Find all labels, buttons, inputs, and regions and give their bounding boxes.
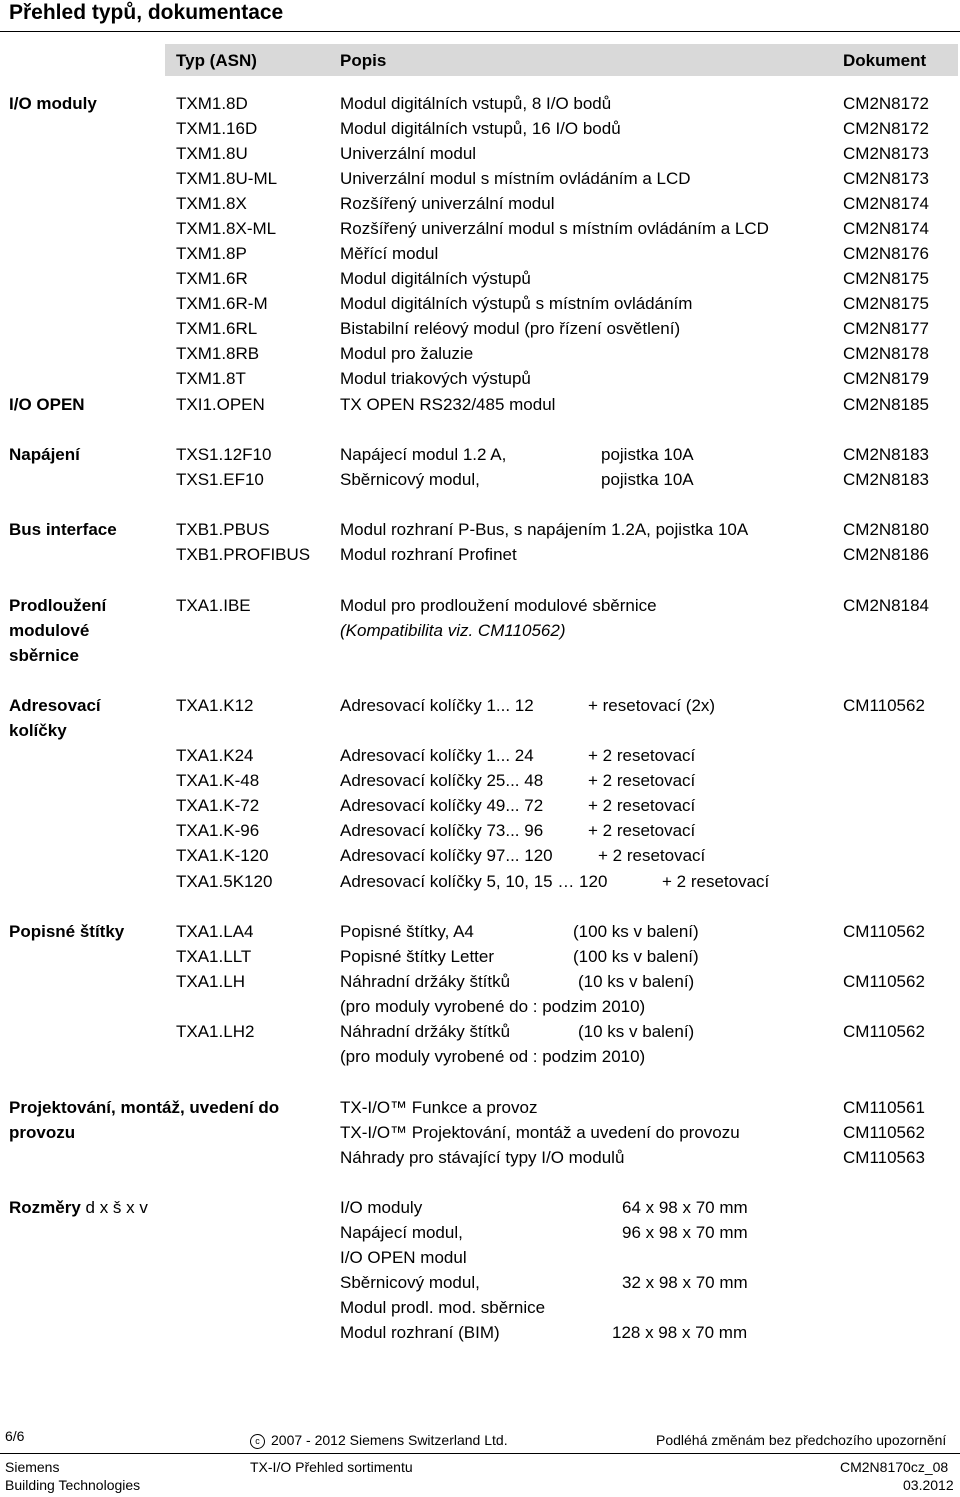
footer-division: Building Technologies [5, 1477, 141, 1493]
footer-doc-title: TX-I/O Přehled sortimentu [250, 1459, 413, 1475]
table-cell: Modul pro žaluzie [340, 344, 474, 363]
footer-doc-number: CM2N8170cz_08 [840, 1459, 949, 1475]
table-cell: Měřící modul [340, 244, 439, 263]
table-cell: Modul digitálních výstupů s místním ovládáním [340, 294, 693, 313]
table-cell: CM2N8179 [843, 369, 929, 388]
table-cell: CM2N8178 [843, 344, 929, 363]
table-cell: Napájecí modul 1.2 A, [340, 445, 507, 464]
change-notice: Podléhá změnám bez předchozího upozornění [656, 1432, 947, 1448]
table-cell: + 2 resetovací [662, 872, 770, 891]
table-cell: pojistka 10A [601, 470, 694, 489]
table-cell: CM2N8180 [843, 520, 929, 539]
table-cell: TXM1.6RL [176, 319, 258, 338]
table-cell: CM2N8186 [843, 545, 929, 564]
table-cell: Modul triakových výstupů [340, 369, 531, 388]
table-cell: CM2N8176 [843, 244, 929, 263]
table-cell: + 2 resetovací [588, 771, 696, 790]
table-cell: TXS1.12F10 [176, 445, 272, 464]
table-cell: Adresovací kolíčky 97... 120 [340, 846, 553, 865]
table-cell: CM2N8183 [843, 445, 929, 464]
table-cell: + 2 resetovací [588, 796, 696, 815]
table-cell: (100 ks v balení) [573, 947, 699, 966]
table-cell: (Kompatibilita viz. CM110562) [340, 621, 566, 640]
table-cell: Modul pro prodloužení modulové sběrnice [340, 596, 657, 615]
table-cell: Adresovací kolíčky 25... 48 [340, 771, 544, 790]
table-cell: TXM1.6R [176, 269, 248, 288]
table-cell: Náhradní držáky štítků [340, 972, 511, 991]
table-cell: Univerzální modul [340, 144, 477, 163]
table-cell: CM110563 [843, 1148, 925, 1167]
table-cell: Modul rozhraní P-Bus, s napájením 1.2A, pojistka 10A [340, 520, 749, 539]
table-cell: Adresovací kolíčky 5, 10, 15 … 120 [340, 872, 608, 891]
table-cell: 32 x 98 x 70 mm [622, 1273, 748, 1292]
category-adresovaci-2: kolíčky [9, 721, 67, 740]
table-cell: CM2N8184 [843, 596, 929, 615]
page-number: 6/6 [5, 1428, 25, 1444]
table-cell: + resetovací (2x) [588, 696, 716, 715]
table-cell: TXM1.6R-M [176, 294, 268, 313]
table-cell: TXB1.PBUS [176, 520, 270, 539]
table-cell: CM2N8175 [843, 269, 929, 288]
category-napajeni: Napájení [9, 445, 80, 464]
table-cell: (100 ks v balení) [573, 922, 699, 941]
table-cell: 128 x 98 x 70 mm [612, 1323, 748, 1342]
table-cell: Modul digitálních výstupů [340, 269, 531, 288]
table-cell: TXM1.16D [176, 119, 258, 138]
table-cell: Rozšířený univerzální modul s místním ovládáním a LCD [340, 219, 769, 238]
table-cell: CM2N8174 [843, 219, 929, 238]
table-cell: Univerzální modul s místním ovládáním a LCD [340, 169, 691, 188]
footer-rule [0, 1453, 960, 1454]
table-cell: CM2N8177 [843, 319, 929, 338]
table-cell: TXB1.PROFIBUS [176, 545, 311, 564]
table-cell: TXA1.K24 [176, 746, 254, 765]
table-cell: CM2N8172 [843, 119, 929, 138]
table-cell: TXM1.8X-ML [176, 219, 277, 238]
table-cell: TXA1.K-72 [176, 796, 260, 815]
table-cell: Náhrady pro stávající typy I/O modulů [340, 1148, 625, 1167]
table-cell: TXA1.LH2 [176, 1022, 255, 1041]
table-cell: Modul rozhraní Profinet [340, 545, 517, 564]
table-cell: TXM1.8D [176, 94, 248, 113]
table-cell: TXS1.EF10 [176, 470, 264, 489]
category-projektovani-2: provozu [9, 1123, 76, 1142]
table-cell: TX-I/O™ Projektování, montáž a uvedení do provozu [340, 1123, 740, 1142]
table-cell: 64 x 98 x 70 mm [622, 1198, 748, 1217]
table-cell: TXA1.LA4 [176, 922, 254, 941]
table-cell: CM2N8185 [843, 395, 929, 414]
table-cell: Popisné štítky Letter [340, 947, 495, 966]
table-cell: TXM1.8T [176, 369, 246, 388]
table-cell: Napájecí modul, [340, 1223, 463, 1242]
table-cell: (pro moduly vyrobené od : podzim 2010) [340, 1047, 646, 1066]
table-cell: Modul prodl. mod. sběrnice [340, 1298, 546, 1317]
table-cell: I/O OPEN modul [340, 1248, 467, 1267]
table-cell: TXA1.K-120 [176, 846, 269, 865]
title-rule [0, 31, 960, 32]
table-cell: I/O moduly [340, 1198, 423, 1217]
table-cell: 96 x 98 x 70 mm [622, 1223, 748, 1242]
table-cell: Popisné štítky, A4 [340, 922, 474, 941]
category-prodlouzeni: Prodloužení [9, 596, 107, 615]
table-cell: Adresovací kolíčky 1... 24 [340, 746, 534, 765]
table-cell: TXA1.5K120 [176, 872, 273, 891]
table-cell: TXM1.8U [176, 144, 248, 163]
category-projektovani: Projektování, montáž, uvedení do [9, 1098, 280, 1117]
table-cell: Bistabilní reléový modul (pro řízení osvětlení) [340, 319, 681, 338]
table-cell: CM110561 [843, 1098, 925, 1117]
table-cell: Rozšířený univerzální modul [340, 194, 555, 213]
table-cell: Modul digitálních vstupů, 8 I/O bodů [340, 94, 612, 113]
table-cell: TXM1.8P [176, 244, 247, 263]
table-cell: Adresovací kolíčky 1... 12 [340, 696, 534, 715]
page-title: Přehled typů, dokumentace [9, 1, 284, 24]
table-cell: CM110562 [843, 922, 925, 941]
category-prodlouzeni-2: modulové [9, 621, 90, 640]
table-cell: TXM1.8RB [176, 344, 260, 363]
table-cell: (pro moduly vyrobené do : podzim 2010) [340, 997, 646, 1016]
table-cell: TXA1.K-48 [176, 771, 260, 790]
table-cell: TXM1.8X [176, 194, 247, 213]
table-cell: Sběrnicový modul, [340, 470, 480, 489]
table-cell: TXA1.K12 [176, 696, 254, 715]
table-cell: CM2N8175 [843, 294, 929, 313]
table-cell: + 2 resetovací [588, 746, 696, 765]
table-cell: Náhradní držáky štítků [340, 1022, 511, 1041]
table-cell: CM2N8183 [843, 470, 929, 489]
table-cell: CM110562 [843, 696, 925, 715]
table-cell: TX-I/O™ Funkce a provoz [340, 1098, 538, 1117]
table-cell: + 2 resetovací [598, 846, 706, 865]
table-cell: TXA1.LH [176, 972, 245, 991]
table-cell: Adresovací kolíčky 49... 72 [340, 796, 544, 815]
header-popis: Popis [340, 51, 387, 70]
table-cell: TXA1.IBE [176, 596, 251, 615]
table-cell: CM110562 [843, 972, 925, 991]
table-cell: CM2N8173 [843, 144, 929, 163]
table-cell: CM2N8172 [843, 94, 929, 113]
table-cell: Modul rozhraní (BIM) [340, 1323, 500, 1342]
category-adresovaci: Adresovací [9, 696, 101, 715]
copyright-icon: c [250, 1434, 265, 1449]
category-bus-interface: Bus interface [9, 520, 117, 539]
table-header [165, 44, 958, 76]
table-cell: TXM1.8U-ML [176, 169, 278, 188]
header-dokument: Dokument [843, 51, 927, 70]
header-typ: Typ (ASN) [176, 51, 257, 70]
table-cell: pojistka 10A [601, 445, 694, 464]
table-cell: TXI1.OPEN [176, 395, 265, 414]
table-cell: Sběrnicový modul, [340, 1273, 480, 1292]
table-cell: Modul digitálních vstupů, 16 I/O bodů [340, 119, 621, 138]
table-cell: TXA1.K-96 [176, 821, 260, 840]
table-cell: + 2 resetovací [588, 821, 696, 840]
table-cell: CM2N8174 [843, 194, 929, 213]
table-cell: TXA1.LLT [176, 947, 252, 966]
table-cell: (10 ks v balení) [578, 972, 695, 991]
category-io-open: I/O OPEN [9, 395, 85, 414]
table-cell: TX OPEN RS232/485 modul [340, 395, 556, 414]
table-cell: CM110562 [843, 1022, 925, 1041]
table-cell: (10 ks v balení) [578, 1022, 695, 1041]
footer-date: 03.2012 [903, 1477, 954, 1493]
table-cell: CM2N8173 [843, 169, 929, 188]
category-io-moduly: I/O moduly [9, 94, 97, 113]
table-cell: Adresovací kolíčky 73... 96 [340, 821, 544, 840]
category-rozmery: Rozměry d x š x v [9, 1198, 148, 1217]
table-cell: CM110562 [843, 1123, 925, 1142]
category-popisne: Popisné štítky [9, 922, 125, 941]
copyright: c 2007 - 2012 Siemens Switzerland Ltd. [250, 1432, 508, 1449]
footer-company: Siemens [5, 1459, 60, 1475]
category-prodlouzeni-3: sběrnice [9, 646, 79, 665]
